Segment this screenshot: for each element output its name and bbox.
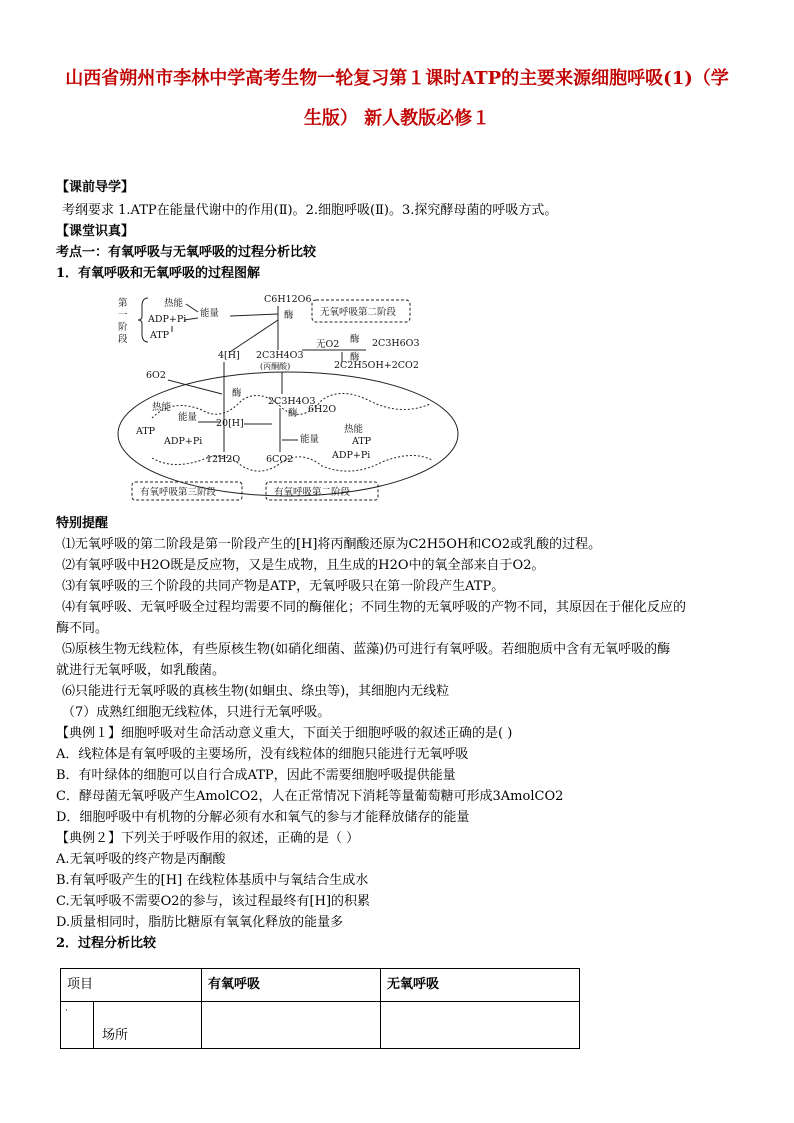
header-cell-item: 项目 (61, 969, 202, 1002)
tip-4: ⑷有氧呼吸、无氧呼吸全过程均需要不同的酶催化；不同生物的无氧呼吸的产物不同，其原因在于催化反应的 (62, 600, 687, 615)
header-cell-aerobic: 有氧呼吸 (202, 969, 381, 1002)
example1-option-d: D．细胞呼吸中有机物的分解必须有水和氧气的参与才能释放储存的能量 (56, 810, 470, 825)
tip-5: ⑸原核生物无线粒体，有些原核生物(如硝化细菌、蓝藻)仍可进行有氧呼吸。若细胞质中含有无氧呼吸的酶 (62, 642, 671, 657)
tip-1: ⑴无氧呼吸的第二阶段是第一阶段产生的[H]将丙酮酸还原为C2H5OH和CO2或乳酸的过程。 (62, 537, 602, 552)
table-header-row (61, 969, 580, 1002)
example2-option-a: A.无氧呼吸的终产物是丙酮酸 (56, 852, 226, 867)
pyruvate-label: 2C3H4O3 (256, 350, 304, 361)
enzyme-label-4: 酶 (232, 388, 242, 399)
ethanol-label: 2C2H5OH+2CO2 (334, 360, 419, 371)
row-label-location: 场所 (102, 1028, 129, 1043)
tip-2: ⑵有氧呼吸中H2O既是反应物，又是生成物，且生成的H2O中的氧全部来自于O2。 (62, 558, 545, 573)
heat-label-mito-left: 热能 (152, 402, 172, 413)
header-cell-anaerobic: 无氧呼吸 (381, 969, 580, 1002)
example2-question: 【典例２】下列关于呼吸作用的叙述，正确的是（ ） (56, 831, 360, 846)
no-o2-label: 无O2 (316, 339, 340, 350)
heading-sub2: 2．过程分析比较 (56, 936, 157, 951)
table-row (61, 1002, 580, 1049)
tip-3: ⑶有氧呼吸的三个阶段的共同产物是ATP，无氧呼吸只在第一阶段产生ATP。 (62, 579, 505, 594)
aerobic-stage3-label: 有氧呼吸第三阶段 (140, 487, 217, 498)
atp-label-mito-left: ATP (136, 426, 156, 437)
stage-label-4: 段 (118, 334, 128, 345)
tip-7: （7）成熟红细胞无线粒体，只进行无氧呼吸。 (62, 705, 331, 720)
h2o6-label: 6H2O (308, 404, 337, 415)
example1-question: 【典例１】细胞呼吸对生命活动意义重大，下面关于细胞呼吸的叙述正确的是( ) (56, 726, 513, 741)
doc-title-line2: 生版） 新人教版必修１ (303, 108, 491, 129)
lactic-label: 2C3H6O3 (372, 338, 420, 349)
cell-anaerobic-location (381, 1002, 580, 1049)
co2-label: 6CO2 (266, 454, 294, 465)
stage-label-3: 阶 (118, 322, 128, 333)
tip-4-cont: 酶不同。 (56, 621, 109, 636)
adp-label-mito-left: ADP+Pi (164, 436, 203, 447)
outline-text: 考纲要求 1.ATP在能量代谢中的作用(Ⅱ)。2.细胞呼吸(Ⅱ)。3.探究酵母菌的呼吸方式。 (62, 203, 558, 218)
aerobic-stage2-label: 有氧呼吸第二阶段 (274, 487, 351, 498)
example2-option-c: C.无氧呼吸不需要O2的参与，该过程最终有[H]的积累 (56, 894, 371, 909)
energy-label-mito-left: 能量 (178, 412, 198, 423)
example1-option-c: C．酵母菌无氧呼吸产生AmolCO2，人在正常情况下消耗等量葡萄糖可形成3AmolCO2 (56, 789, 564, 804)
energy-label-top: 能量 (200, 308, 220, 319)
heat-label-top: 热能 (164, 298, 184, 309)
h4-label: 4[H] (218, 350, 240, 361)
tip-6: ⑹只能进行无氧呼吸的真核生物(如蛔虫、绦虫等)，其细胞内无线粒 (62, 684, 450, 699)
atp-label-mito-right: ATP (352, 436, 372, 447)
doc-title-line1: 山西省朔州市李林中学高考生物一轮复习第１课时ATP的主要来源细胞呼吸(1)（学 (65, 68, 729, 89)
row-marker: · (61, 1002, 94, 1048)
heading-point1: 考点一：有氧呼吸与无氧呼吸的过程分析比较 (56, 245, 317, 260)
stage-label-1: 第 (118, 298, 128, 309)
energy-label-mito-right: 能量 (300, 434, 320, 445)
pyruvate-note: (丙酮酸) (260, 362, 291, 371)
enzyme-label-3: 酶 (350, 352, 360, 363)
pyruvate-mito-label: 2C3H4O3 (268, 396, 316, 407)
comparison-table (60, 968, 580, 1049)
anaerobic-stage2-label: 无氧呼吸第二阶段 (320, 307, 397, 318)
tip-5-cont: 就进行无氧呼吸，如乳酸菌。 (56, 663, 226, 678)
heading-sub1: 1．有氧呼吸和无氧呼吸的过程图解 (56, 266, 261, 281)
example2-option-d: D.质量相同时，脂肪比糖原有氧氧化释放的能量多 (56, 915, 344, 930)
example2-option-b: B.有氧呼吸产生的[H] 在线粒体基质中与氧结合生成水 (56, 873, 369, 888)
stage-label-2: 一 (118, 310, 128, 321)
heading-preview: 【课前导学】 (56, 180, 135, 195)
heading-classroom: 【课堂识真】 (56, 224, 135, 239)
water-label: 12H2O (206, 454, 241, 465)
adp-label-mito-right: ADP+Pi (332, 450, 371, 461)
h20-label: 20[H] (216, 418, 244, 429)
adp-label-top: ADP+Pi (148, 314, 187, 325)
o2-label: 6O2 (146, 370, 166, 381)
tips-title: 特别提醒 (56, 516, 109, 531)
example1-option-a: A．线粒体是有氧呼吸的主要场所，没有线粒体的细胞只能进行无氧呼吸 (56, 747, 469, 762)
glucose-label: C6H12O6 (264, 294, 312, 305)
atp-label-top: ATP (150, 330, 170, 341)
heat-label-mito-right: 热能 (344, 424, 364, 435)
example1-option-b: B．有叶绿体的细胞可以自行合成ATP，因此不需要细胞呼吸提供能量 (56, 768, 456, 783)
respiration-diagram (112, 290, 466, 508)
cell-aerobic-location (202, 1002, 381, 1049)
enzyme-label-2: 酶 (350, 334, 360, 345)
enzyme-label-5: 酶 (288, 408, 298, 419)
enzyme-label-1: 酶 (284, 310, 294, 321)
